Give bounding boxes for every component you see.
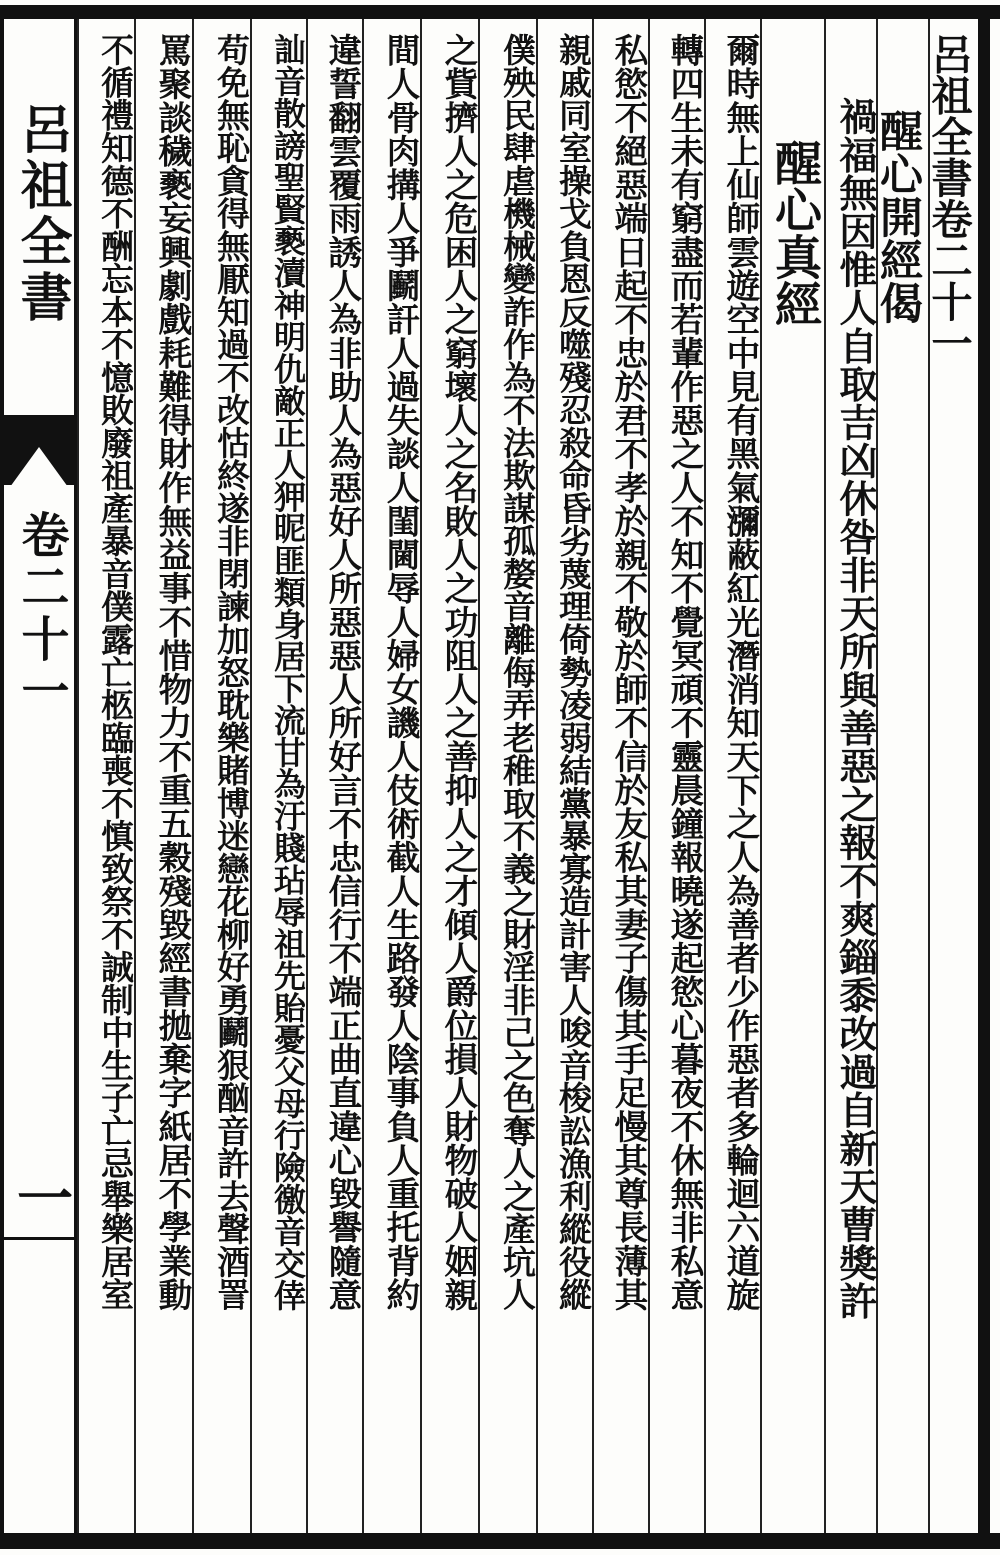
- margin-volume: 卷二十一: [13, 510, 69, 718]
- column-text: 之貲擠人之危困人之窮壞人之名敗人之功阻人之善抑人之才傾人爵位損人財物破人姻親: [439, 33, 479, 1311]
- column-text: 醒心真經: [767, 139, 822, 327]
- text-column-2: [873, 19, 928, 1533]
- text-column-13: [250, 19, 306, 1533]
- margin-book-title: 呂祖全書: [11, 102, 72, 326]
- frame-right-border: [978, 5, 990, 1549]
- text-column-16: [77, 19, 134, 1533]
- column-text: 罵聚談穢褻妄興劇戲耗難得財作無益事不惜物力不重五穀殘毀經書拋棄字紙居不學業動: [153, 33, 193, 1311]
- text-column-7: [592, 19, 648, 1533]
- text-column-8: [536, 19, 592, 1533]
- text-column-10: [420, 19, 478, 1533]
- column-text: 違誓翻雲覆雨誘人為非助人為惡好人所惡惡人所好言不忠信行不端正曲直違心毀譽隨意: [323, 33, 363, 1311]
- text-column-12: [306, 19, 362, 1533]
- column-text: 不循禮知德不酬忘本不憶敗廢祖產暴音僕露亡柩臨喪不慎致祭不誠制中生子亡忌舉樂居室: [96, 33, 135, 1311]
- column-text: 親戚同室操戈負恩反噬殘忍殺命昏劣蔑理倚勢凌弱結黨暴寡造計害人唆音梭訟漁利縱役縱: [554, 33, 593, 1311]
- text-column-11: [362, 19, 420, 1533]
- text-column-3: [824, 19, 876, 1533]
- frame-bottom-border: [0, 1533, 1000, 1549]
- frame-top-border: [0, 5, 1000, 19]
- column-text: 呂祖全書卷二十一: [924, 33, 973, 364]
- margin-strip: [4, 19, 77, 1533]
- text-column-4: [760, 19, 824, 1533]
- text-column-14: [192, 19, 250, 1533]
- column-text: 爾時無上仙師雲遊空中見有黑氣瀰蔽紅光潛消知天下之人為善者少作惡者多輪迴六道旋: [721, 33, 761, 1311]
- margin-page-number: 一: [8, 1169, 74, 1229]
- column-text: 間人骨肉搆人爭鬬訐人過失談人閨閫辱人婦女譏人伎術截人生路發人陰事負人重托背約: [381, 33, 421, 1311]
- text-column-1: [924, 19, 978, 1533]
- column-text: 轉四生未有窮盡而若輩作惡之人不知不覺冥頑不靈晨鐘報曉遂起慾心暮夜不休無非私意: [665, 33, 705, 1311]
- column-text: 苟免無恥貪得無厭知過不改怙終遂非閉諫加怒耽樂賭博迷戀花柳好勇鬬狠酗音許去聲酒詈: [212, 33, 251, 1311]
- margin-rule: [4, 1237, 74, 1240]
- column-text: 禍福無因惟人自取吉凶休咎非天所與善惡之報不爽錙黍改過自新天曹獎許: [832, 97, 877, 1320]
- text-column-9: [478, 19, 536, 1533]
- text-column-6: [648, 19, 704, 1533]
- column-text: 私慾不絕惡端日起不忠於君不孝於親不敬於師不信於友私其妻子傷其手足慢其尊長薄其: [609, 33, 649, 1311]
- column-text: 訕音散謗聖賢褻瀆神明仇敵正人狎昵匪類身居下流甘為汙賤玷辱祖先貽憂父母行險徼音交倖: [269, 33, 307, 1311]
- column-text: 僕殃民肆虐機械變詐作為不法欺謀孤嫠音離侮弄老稚取不義之財淫非己之色奪人之產坑人: [498, 33, 537, 1311]
- column-text: 醒心開經偈: [873, 109, 923, 324]
- text-column-5: [704, 19, 760, 1533]
- text-column-15: [134, 19, 192, 1533]
